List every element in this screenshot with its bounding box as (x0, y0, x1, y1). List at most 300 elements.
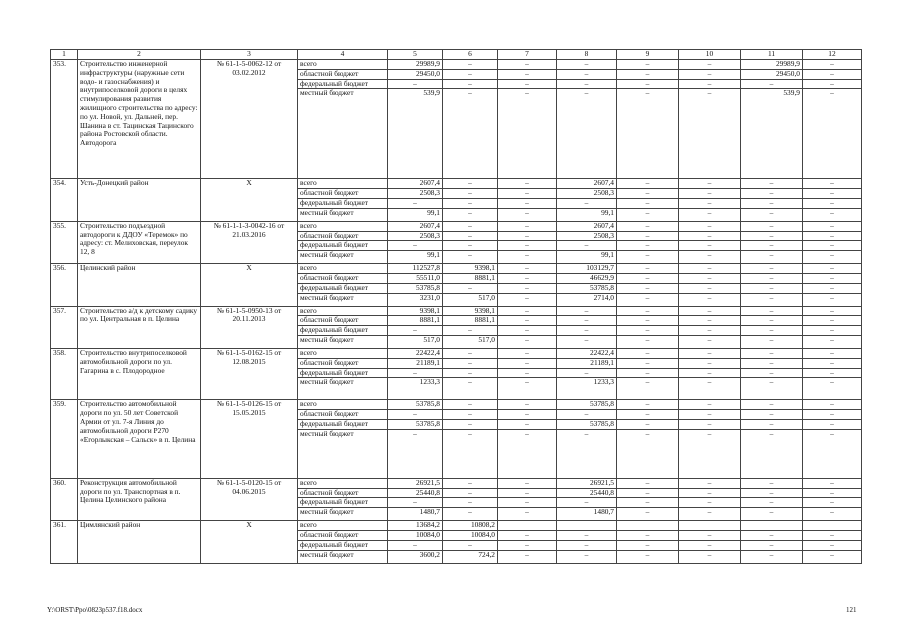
amount-cell: – (498, 358, 557, 368)
amount-cell: – (617, 231, 679, 241)
amount-cell: – (443, 478, 498, 488)
amount-cell: – (498, 293, 557, 306)
amount-cell: 3600,2 (388, 550, 443, 563)
amount-cell: – (679, 208, 741, 221)
amount-cell: – (741, 306, 803, 316)
amount-cell: – (388, 198, 443, 208)
funding-source: областной бюджет (298, 358, 388, 368)
amount-cell: 2714,0 (557, 293, 617, 306)
expertise-doc: № 61-1-5-0162-15 от 12.08.2015 (201, 348, 298, 399)
amount-cell: – (679, 273, 741, 283)
amount-cell: 517,0 (388, 335, 443, 348)
amount-cell: – (557, 550, 617, 563)
amount-cell: – (443, 358, 498, 368)
amount-cell: – (443, 189, 498, 199)
table-row (51, 478, 862, 488)
amount-cell: 1480,7 (388, 508, 443, 521)
funding-source: всего (298, 521, 388, 531)
amount-cell: – (803, 79, 862, 89)
amount-cell: – (498, 241, 557, 251)
row-number: 354. (51, 179, 78, 221)
amount-cell: – (557, 530, 617, 540)
amount-cell: – (388, 79, 443, 89)
amount-cell: – (498, 429, 557, 478)
amount-cell: 26921,5 (388, 478, 443, 488)
amount-cell: 99,1 (388, 251, 443, 264)
amount-cell: – (617, 89, 679, 179)
amount-cell: – (388, 429, 443, 478)
amount-cell: – (498, 316, 557, 326)
amount-cell: – (443, 179, 498, 189)
amount-cell: – (803, 488, 862, 498)
amount-cell: 29450,0 (388, 69, 443, 79)
amount-cell: – (557, 79, 617, 89)
col-header: 2 (78, 50, 201, 60)
funding-source: всего (298, 306, 388, 316)
amount-cell: – (741, 208, 803, 221)
funding-source: местный бюджет (298, 378, 388, 400)
amount-cell: – (557, 306, 617, 316)
amount-cell: – (443, 400, 498, 410)
table-row (51, 521, 862, 531)
amount-cell: – (741, 400, 803, 410)
amount-cell: 29989,9 (388, 60, 443, 70)
amount-cell: – (741, 189, 803, 199)
col-header: 11 (741, 50, 803, 60)
amount-cell: – (617, 478, 679, 488)
amount-cell: – (741, 478, 803, 488)
table-row (51, 348, 862, 358)
amount-cell: – (803, 358, 862, 368)
row-number: 358. (51, 348, 78, 399)
amount-cell: 8881,1 (388, 316, 443, 326)
funding-source: местный бюджет (298, 251, 388, 264)
expertise-doc: № 61-1-5-0950-13 от 20.11.2013 (201, 306, 298, 348)
amount-cell: – (443, 368, 498, 378)
amount-cell: – (679, 189, 741, 199)
amount-cell: – (803, 316, 862, 326)
amount-cell: – (679, 419, 741, 429)
amount-cell: – (388, 498, 443, 508)
amount-cell: – (741, 488, 803, 498)
amount-cell (557, 521, 617, 531)
amount-cell: 112527,8 (388, 264, 443, 274)
amount-cell: – (498, 273, 557, 283)
amount-cell: 1233,3 (557, 378, 617, 400)
amount-cell: 2607,4 (557, 179, 617, 189)
amount-cell: – (679, 410, 741, 420)
amount-cell: – (443, 326, 498, 336)
amount-cell: – (679, 540, 741, 550)
funding-source: всего (298, 478, 388, 488)
amount-cell: – (557, 540, 617, 550)
expertise-doc: Х (201, 179, 298, 221)
amount-cell: – (498, 208, 557, 221)
amount-cell: – (679, 326, 741, 336)
amount-cell: – (498, 231, 557, 241)
amount-cell: – (803, 264, 862, 274)
amount-cell: – (741, 316, 803, 326)
amount-cell: – (443, 69, 498, 79)
amount-cell: – (617, 251, 679, 264)
amount-cell: – (617, 378, 679, 400)
amount-cell: – (617, 410, 679, 420)
amount-cell: – (679, 378, 741, 400)
amount-cell: – (617, 530, 679, 540)
amount-cell: – (498, 410, 557, 420)
funding-source: всего (298, 348, 388, 358)
amount-cell: – (741, 79, 803, 89)
funding-source: областной бюджет (298, 273, 388, 283)
amount-cell: – (741, 264, 803, 274)
amount-cell: – (741, 283, 803, 293)
amount-cell: 25440,8 (388, 488, 443, 498)
amount-cell (498, 521, 557, 531)
amount-cell: – (557, 241, 617, 251)
table-row (51, 400, 862, 410)
amount-cell: 3231,0 (388, 293, 443, 306)
amount-cell: 10084,0 (388, 530, 443, 540)
amount-cell: 53785,8 (388, 419, 443, 429)
amount-cell: – (443, 498, 498, 508)
amount-cell: – (443, 221, 498, 231)
amount-cell: – (388, 326, 443, 336)
row-number: 360. (51, 478, 78, 520)
amount-cell: – (498, 488, 557, 498)
funding-source: местный бюджет (298, 89, 388, 179)
amount-cell: – (803, 400, 862, 410)
expertise-doc: № 61-1-1-3-0042-16 от 21.03.2016 (201, 221, 298, 263)
amount-cell: 724,2 (443, 550, 498, 563)
object-name: Строительство автомобильной дороги по ул. 50 лет Советской Армии от ул. 7-я Линия до автомобильной дороги Р270 «Егорлыкская – Сальск» в п. Целина (78, 400, 201, 478)
col-header: 8 (557, 50, 617, 60)
amount-cell: – (498, 189, 557, 199)
amount-cell: – (803, 498, 862, 508)
table-row (51, 60, 862, 70)
amount-cell: – (617, 316, 679, 326)
amount-cell: – (498, 498, 557, 508)
amount-cell: 53785,8 (388, 283, 443, 293)
amount-cell: – (498, 79, 557, 89)
budget-table (50, 49, 862, 564)
object-name: Усть-Донецкий район (78, 179, 201, 221)
amount-cell: – (443, 419, 498, 429)
amount-cell: – (617, 264, 679, 274)
funding-source: областной бюджет (298, 69, 388, 79)
amount-cell: – (617, 179, 679, 189)
col-header: 3 (201, 50, 298, 60)
amount-cell: – (803, 231, 862, 241)
table-row (51, 264, 862, 274)
expertise-doc: Х (201, 264, 298, 306)
amount-cell: – (741, 231, 803, 241)
amount-cell: – (741, 410, 803, 420)
col-header: 9 (617, 50, 679, 60)
amount-cell: – (498, 478, 557, 488)
amount-cell: – (557, 429, 617, 478)
amount-cell: – (679, 79, 741, 89)
funding-source: областной бюджет (298, 231, 388, 241)
amount-cell: 53785,8 (557, 400, 617, 410)
amount-cell: 2607,4 (388, 221, 443, 231)
col-header: 6 (443, 50, 498, 60)
amount-cell: – (803, 208, 862, 221)
amount-cell: – (679, 179, 741, 189)
amount-cell: – (443, 89, 498, 179)
amount-cell: – (741, 358, 803, 368)
funding-source: всего (298, 221, 388, 231)
amount-cell: – (443, 198, 498, 208)
object-name: Реконструкция автомобильной дороги по ул. Транспортная в п. Целина Целинского района (78, 478, 201, 520)
amount-cell: 1480,7 (557, 508, 617, 521)
amount-cell: – (617, 508, 679, 521)
amount-cell: – (617, 326, 679, 336)
col-header: 12 (803, 50, 862, 60)
amount-cell: – (803, 419, 862, 429)
row-number: 359. (51, 400, 78, 478)
table-row (51, 179, 862, 189)
amount-cell: – (617, 198, 679, 208)
amount-cell: – (741, 179, 803, 189)
amount-cell: – (803, 251, 862, 264)
table-row (51, 306, 862, 316)
col-header: 5 (388, 50, 443, 60)
amount-cell: – (498, 69, 557, 79)
amount-cell: – (557, 498, 617, 508)
funding-source: местный бюджет (298, 335, 388, 348)
funding-source: местный бюджет (298, 508, 388, 521)
amount-cell: – (498, 306, 557, 316)
amount-cell: – (498, 283, 557, 293)
amount-cell: 10084,0 (443, 530, 498, 540)
amount-cell: – (443, 208, 498, 221)
amount-cell: – (498, 221, 557, 231)
amount-cell: – (388, 368, 443, 378)
amount-cell: – (803, 69, 862, 79)
object-name: Цимлянский район (78, 521, 201, 563)
amount-cell: – (498, 326, 557, 336)
expertise-doc: № 61-1-5-0062-12 от 03.02.2012 (201, 60, 298, 179)
amount-cell: – (617, 429, 679, 478)
amount-cell: – (741, 550, 803, 563)
amount-cell: – (388, 241, 443, 251)
amount-cell: – (617, 306, 679, 316)
funding-source: всего (298, 400, 388, 410)
amount-cell: 29450,0 (741, 69, 803, 79)
amount-cell: – (803, 89, 862, 179)
amount-cell: – (679, 69, 741, 79)
col-header: 1 (51, 50, 78, 60)
amount-cell: – (617, 358, 679, 368)
amount-cell: 53785,8 (388, 400, 443, 410)
amount-cell: – (557, 316, 617, 326)
amount-cell: 53785,8 (557, 419, 617, 429)
amount-cell: – (443, 79, 498, 89)
object-name: Строительство подъездной автодороги к ДДОУ «Теремок» по адресу: ст. Мелиховская, переулок 12, 8 (78, 221, 201, 263)
funding-source: федеральный бюджет (298, 498, 388, 508)
object-name: Строительство а/д к детскому садику по ул. Центральная в п. Целина (78, 306, 201, 348)
funding-source: местный бюджет (298, 429, 388, 478)
amount-cell: 99,1 (557, 251, 617, 264)
header-row (51, 50, 862, 60)
amount-cell: – (803, 550, 862, 563)
funding-source: федеральный бюджет (298, 419, 388, 429)
amount-cell: – (388, 540, 443, 550)
amount-cell: – (617, 79, 679, 89)
funding-source: федеральный бюджет (298, 198, 388, 208)
amount-cell: – (443, 540, 498, 550)
amount-cell: – (803, 378, 862, 400)
amount-cell: – (741, 293, 803, 306)
amount-cell: – (679, 231, 741, 241)
amount-cell: – (803, 221, 862, 231)
amount-cell: 53785,8 (557, 283, 617, 293)
amount-cell: – (741, 273, 803, 283)
table-body (51, 60, 862, 564)
amount-cell: – (557, 198, 617, 208)
amount-cell: – (617, 293, 679, 306)
amount-cell: – (679, 348, 741, 358)
amount-cell: – (741, 378, 803, 400)
amount-cell: – (741, 221, 803, 231)
amount-cell: 2508,3 (557, 189, 617, 199)
table-row (51, 221, 862, 231)
amount-cell: – (617, 540, 679, 550)
amount-cell: – (741, 368, 803, 378)
amount-cell: – (741, 540, 803, 550)
amount-cell: – (498, 89, 557, 179)
amount-cell: – (617, 419, 679, 429)
funding-source: областной бюджет (298, 530, 388, 540)
amount-cell: – (617, 488, 679, 498)
amount-cell (741, 521, 803, 531)
amount-cell: – (741, 251, 803, 264)
amount-cell: – (679, 264, 741, 274)
amount-cell: – (443, 410, 498, 420)
amount-cell: – (679, 478, 741, 488)
amount-cell: 21189,1 (388, 358, 443, 368)
amount-cell: – (617, 335, 679, 348)
amount-cell: 25440,8 (557, 488, 617, 498)
funding-source: федеральный бюджет (298, 540, 388, 550)
amount-cell: – (741, 498, 803, 508)
amount-cell: – (617, 69, 679, 79)
amount-cell: – (741, 530, 803, 540)
amount-cell: – (498, 198, 557, 208)
funding-source: всего (298, 179, 388, 189)
amount-cell: – (803, 189, 862, 199)
amount-cell: – (557, 89, 617, 179)
amount-cell: – (741, 429, 803, 478)
amount-cell: – (803, 326, 862, 336)
amount-cell: – (679, 498, 741, 508)
amount-cell: – (498, 530, 557, 540)
amount-cell: 2508,3 (388, 189, 443, 199)
amount-cell: – (803, 241, 862, 251)
amount-cell: 55511,0 (388, 273, 443, 283)
amount-cell: – (679, 400, 741, 410)
amount-cell: – (443, 378, 498, 400)
amount-cell: 21189,1 (557, 358, 617, 368)
amount-cell: – (498, 368, 557, 378)
row-number: 356. (51, 264, 78, 306)
amount-cell: – (679, 508, 741, 521)
amount-cell: – (803, 283, 862, 293)
row-number: 355. (51, 221, 78, 263)
amount-cell: – (679, 221, 741, 231)
amount-cell: 103129,7 (557, 264, 617, 274)
funding-source: федеральный бюджет (298, 368, 388, 378)
amount-cell: – (679, 251, 741, 264)
amount-cell: 29989,9 (741, 60, 803, 70)
amount-cell: – (803, 410, 862, 420)
expertise-doc: Х (201, 521, 298, 563)
amount-cell: 9398,1 (443, 264, 498, 274)
amount-cell: 99,1 (557, 208, 617, 221)
amount-cell: – (679, 293, 741, 306)
amount-cell: – (498, 60, 557, 70)
amount-cell: 8881,1 (443, 316, 498, 326)
page-number: 121 (846, 606, 857, 614)
amount-cell: – (803, 306, 862, 316)
amount-cell: 517,0 (443, 293, 498, 306)
funding-source: местный бюджет (298, 208, 388, 221)
amount-cell: – (617, 273, 679, 283)
amount-cell: 517,0 (443, 335, 498, 348)
amount-cell: 2607,4 (388, 179, 443, 189)
amount-cell: 1233,3 (388, 378, 443, 400)
amount-cell: – (741, 198, 803, 208)
amount-cell: – (679, 358, 741, 368)
amount-cell: – (679, 316, 741, 326)
amount-cell: – (741, 419, 803, 429)
amount-cell: – (617, 241, 679, 251)
amount-cell: – (617, 189, 679, 199)
amount-cell: – (803, 198, 862, 208)
amount-cell: – (557, 60, 617, 70)
col-header: 10 (679, 50, 741, 60)
amount-cell: 539,9 (388, 89, 443, 179)
amount-cell: 99,1 (388, 208, 443, 221)
amount-cell: – (679, 368, 741, 378)
amount-cell (679, 521, 741, 531)
object-name: Строительство внутрипоселковой автомобильной дороги по ул. Гагарина в с. Плодородное (78, 348, 201, 399)
amount-cell: – (498, 419, 557, 429)
amount-cell: – (803, 293, 862, 306)
amount-cell: – (617, 348, 679, 358)
amount-cell: – (498, 335, 557, 348)
amount-cell: 2607,4 (557, 221, 617, 231)
funding-source: всего (298, 264, 388, 274)
amount-cell: 22422,4 (388, 348, 443, 358)
amount-cell: – (443, 348, 498, 358)
row-number: 353. (51, 60, 78, 179)
amount-cell: – (557, 335, 617, 348)
amount-cell: – (803, 273, 862, 283)
funding-source: федеральный бюджет (298, 283, 388, 293)
amount-cell (803, 521, 862, 531)
amount-cell: – (741, 241, 803, 251)
amount-cell: – (741, 348, 803, 358)
amount-cell: – (443, 251, 498, 264)
amount-cell: – (679, 89, 741, 179)
amount-cell: – (741, 326, 803, 336)
amount-cell: – (617, 498, 679, 508)
amount-cell: – (679, 335, 741, 348)
funding-source: всего (298, 60, 388, 70)
amount-cell: – (498, 348, 557, 358)
amount-cell (617, 521, 679, 531)
